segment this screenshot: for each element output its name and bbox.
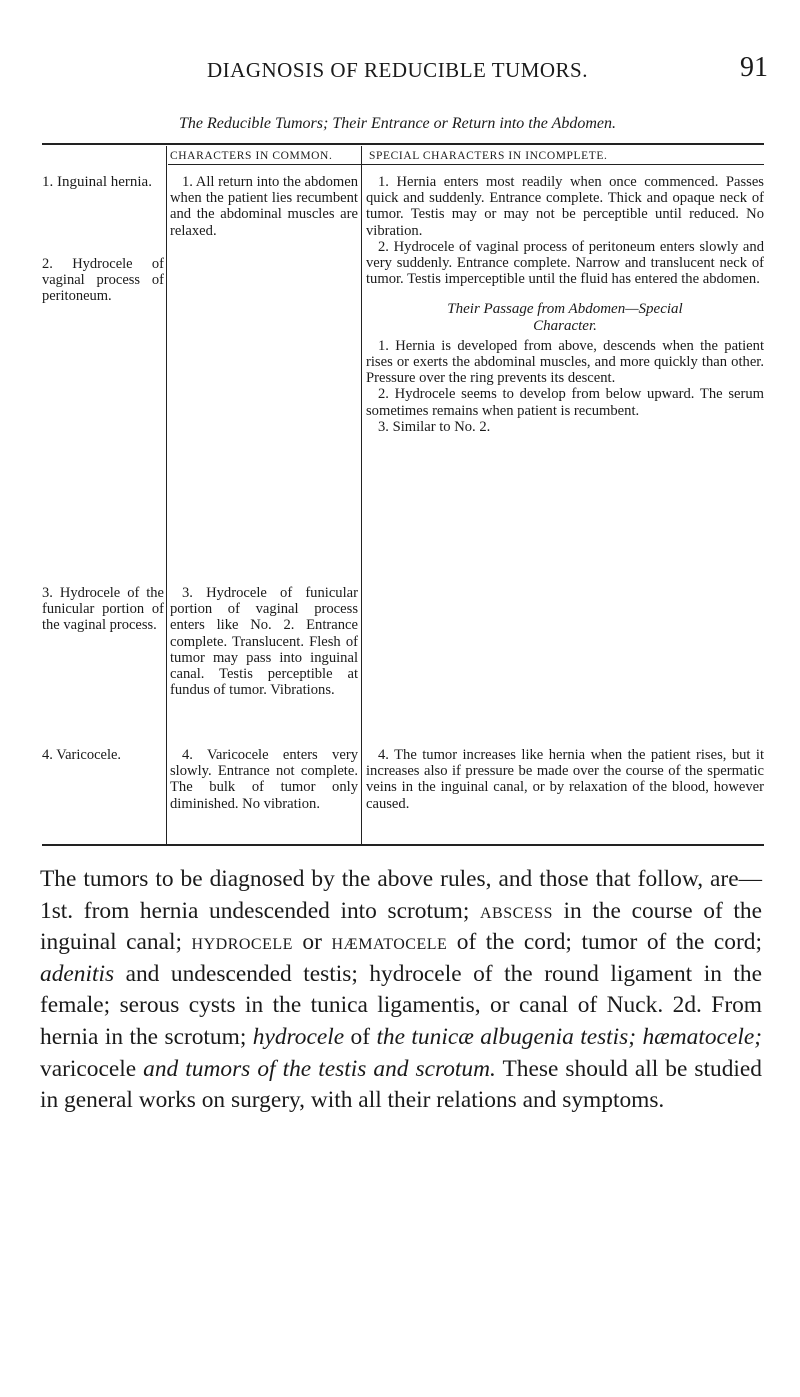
column-header-special: SPECIAL CHARACTERS IN INCOMPLETE. — [369, 150, 608, 162]
column-divider-1 — [166, 146, 167, 844]
common-cell-3: 3. Hydrocele of funicular portion of vaginal process enters like No. 2. Entrance complete. Translucent. Flesh of tumor may pass into inguinal canal. Testis perceptible at fundus of tumor. Vibrations. — [170, 585, 358, 699]
common-cell-4: 4. Varicocele enters very slowly. Entrance not complete. The bulk of tumor only diminished. No vibration. — [170, 747, 358, 812]
column-header-common: CHARACTERS IN COMMON. — [170, 150, 333, 162]
table-top-rule — [42, 143, 764, 145]
table-header-rule — [168, 164, 764, 165]
row-name-hydrocele-funicular: 3. Hydrocele of the funicular portion of the vaginal process. — [42, 585, 164, 634]
column-divider-2 — [361, 146, 362, 844]
row-name-hydrocele-vaginal: 2. Hydrocele of vaginal process of peritoneum. — [42, 256, 164, 305]
table-caption: The Reducible Tumors; Their Entrance or Return into the Abdomen. — [179, 115, 616, 132]
special-hernia: 1. Hernia enters most readily when once commenced. Passes quick and suddenly. Entrance complete. Thick and opaque neck of tumor. Testis may or may not be perceptible until reduced. No vibration. — [366, 174, 764, 239]
passage-similar: 3. Similar to No. 2. — [378, 418, 491, 435]
table-bottom-rule — [42, 844, 764, 846]
running-title: DIAGNOSIS OF REDUCIBLE TUMORS. — [207, 58, 588, 82]
body-paragraph: The tumors to be diagnosed by the above rules, and those that follow, are—1st. from hernia undescended into scrotum; abscess in the course of the inguinal canal; hydrocele or hæmatocele of the cord; tumor of the cord; adenitis and undescended testis; hydrocele of the round ligament in the female; serous cysts in the tunica ligamentis, or canal of Nuck. 2d. From hernia in the scrotum; hydrocele of the tunicæ albugenia testis; hæmatocele; varicocele and tumors of the testis and scrotum. These should all be studied in general works on surgery, with all their relations and symptoms. — [40, 866, 763, 1114]
special-hydrocele: 2. Hydrocele of vaginal process of peritoneum enters slowly and very suddenly. Entrance complete. Narrow and translucent neck of tumor. Testis imperceptible until the fluid has entered the abdomen. — [366, 238, 764, 288]
passage-hydrocele: 2. Hydrocele seems to develop from below upward. The serum sometimes remains when patient is recumbent. — [366, 386, 764, 419]
row-name-varicocele: 4. Varicocele. — [42, 747, 122, 763]
page-number: 91 — [740, 52, 768, 83]
common-cell-1: 1. All return into the abdomen when the patient lies recumbent and the abdominal muscles are relaxed. — [170, 174, 358, 239]
special-cell-4: 4. The tumor increases like hernia when the patient rises, but it increases also if pressure be made over the course of the spermatic veins in the inguinal canal, or by relaxation of the blood, however caused. — [366, 747, 764, 812]
passage-hernia: 1. Hernia is developed from above, descends when the patient rises or exerts the abdominal muscles, and more quickly than other. Pressure over the ring prevents its descent. — [366, 337, 764, 387]
special-subhead: Their Passage from Abdomen—Special Character. — [447, 301, 683, 334]
special-block — [366, 174, 764, 435]
running-head — [0, 52, 800, 88]
row-name-inguinal-hernia: 1. Inguinal hernia. — [42, 174, 152, 190]
